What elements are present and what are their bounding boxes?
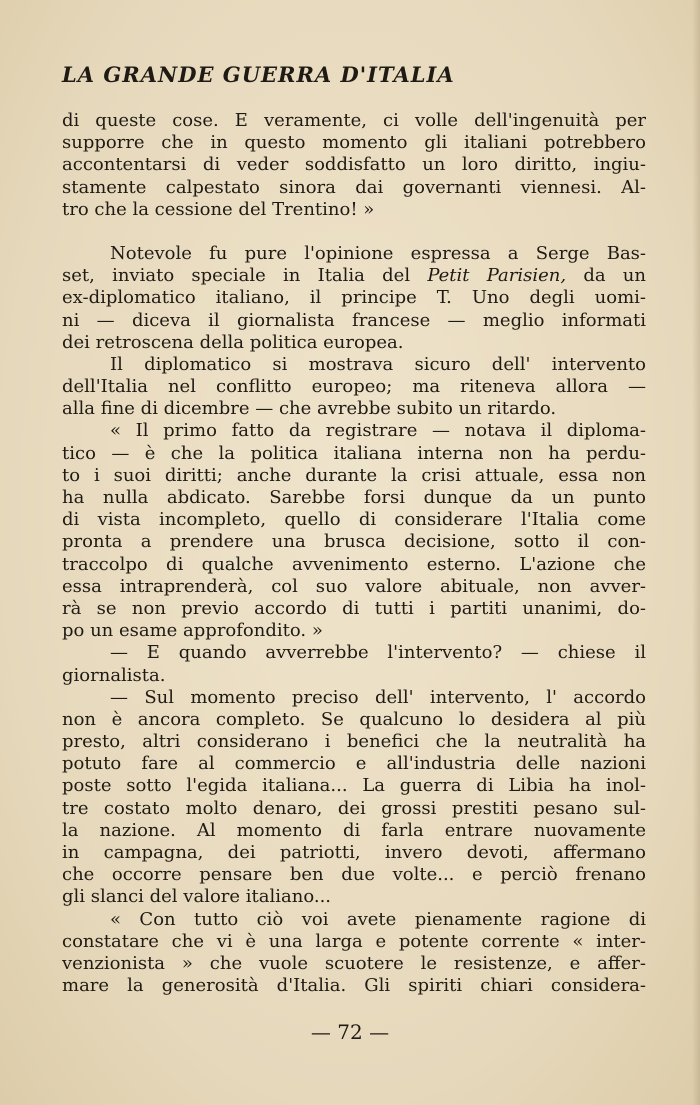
text-line: venzionista » che vuole scuotere le resistenze, e affer- <box>62 952 646 974</box>
text-segment: set, inviato speciale in Italia del <box>62 265 428 287</box>
text-line: ni — diceva il giornalista francese — meglio informati <box>62 309 646 331</box>
text-line: « Il primo fatto da registrare — notava il diploma- <box>110 420 646 442</box>
text-line: di vista incompleto, quello di considerare l'Italia come <box>62 509 646 531</box>
text-line: essa intraprenderà, col suo valore abituale, non avver- <box>62 575 646 597</box>
text-segment: da un <box>566 265 646 287</box>
text-line: pronta a prendere una brusca decisione, sotto il con- <box>62 531 646 553</box>
text-line: tico — è che la politica italiana interna non ha perdu- <box>62 442 646 464</box>
text-line: di queste cose. E veramente, ci volle dell'ingenuità per <box>62 110 646 131</box>
text-line <box>62 265 646 287</box>
text-line: in campagna, dei patriotti, invero devoti, affermano <box>62 842 646 863</box>
text-line: Il diplomatico si mostrava sicuro dell' intervento <box>110 353 646 375</box>
text-line: accontentarsi di veder soddisfatto un loro diritto, ingiu- <box>62 154 646 176</box>
text-line: stamente calpestato sinora dai governanti viennesi. Al- <box>62 176 646 198</box>
page-edge-shadow <box>692 0 700 1105</box>
text-line: tro che la cessione del Trentino! » <box>62 198 375 220</box>
text-line: potuto fare al commercio e all'industria delle nazioni <box>62 753 646 775</box>
text-line: non è ancora completo. Se qualcuno lo desidera al più <box>62 708 646 730</box>
text-line: ex-diplomatico italiano, il principe T. Uno degli uomi- <box>62 287 646 309</box>
text-line: tre costato molto denaro, dei grossi prestiti pesano sul- <box>62 797 646 819</box>
text-line: « Con tutto ciò voi avete pienamente ragione di <box>110 908 646 930</box>
text-line: dei retroscena della politica europea. <box>62 331 404 353</box>
text-line: presto, altri considerano i benefici che la neutralità ha <box>62 731 646 753</box>
running-head: LA GRANDE GUERRA D'ITALIA <box>62 62 455 87</box>
page-number: — 72 — <box>310 1020 390 1044</box>
text-line: mare la generosità d'Italia. Gli spiriti chiari considera- <box>62 975 646 997</box>
text-line: — E quando avverrebbe l'intervento? — chiese il <box>110 642 646 664</box>
text-line: Notevole fu pure l'opinione espressa a Serge Bas- <box>110 242 646 264</box>
text-line: giornalista. <box>62 664 166 686</box>
text-line: alla fine di dicembre — che avrebbe subito un ritardo. <box>62 398 557 420</box>
body-text <box>62 110 646 997</box>
text-line: dell'Italia nel conflitto europeo; ma riteneva allora — <box>62 376 646 398</box>
text-line: poste sotto l'egida italiana... La guerra di Libia ha inol- <box>62 775 646 797</box>
text-line: po un esame approfondito. » <box>62 620 323 642</box>
text-line: traccolpo di qualche avvenimento esterno. L'azione che <box>62 553 646 575</box>
paragraph-gap <box>62 221 646 243</box>
text-line: to i suoi diritti; anche durante la crisi attuale, essa non <box>62 464 646 486</box>
text-line: rà se non previo accordo di tutti i partiti unanimi, do- <box>62 597 646 619</box>
text-line: ha nulla abdicato. Sarebbe forsi dunque da un punto <box>62 487 646 508</box>
italic-title: Petit Parisien, <box>427 265 567 287</box>
text-line: — Sul momento preciso dell' intervento, l' accordo <box>110 686 646 708</box>
text-line: la nazione. Al momento di farla entrare nuovamente <box>62 819 646 841</box>
text-line: che occorre pensare ben due volte... e perciò frenano <box>62 864 646 886</box>
text-line: supporre che in questo momento gli italiani potrebbero <box>62 132 646 154</box>
text-line: gli slanci del valore italiano... <box>62 886 332 908</box>
text-line: constatare che vi è una larga e potente corrente « inter- <box>62 930 646 952</box>
